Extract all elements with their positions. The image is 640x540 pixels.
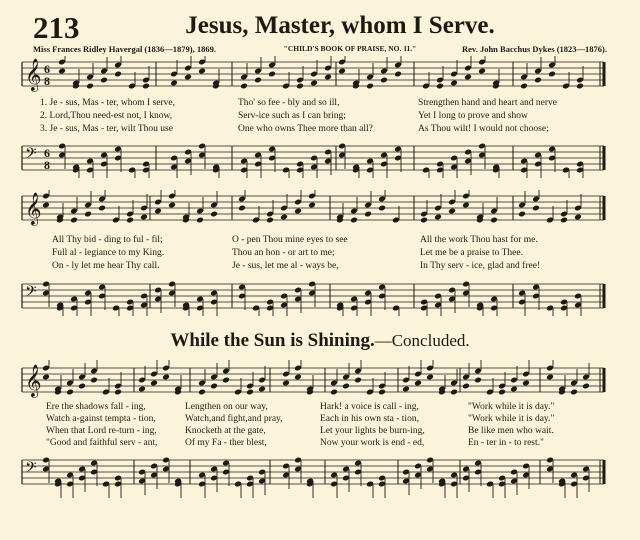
note-head (162, 374, 170, 381)
continuation-title: While the Sun is Shining.—Concluded. (170, 330, 470, 351)
author-credit: Miss Frances Ridley Havergal (1836—1879), 1869. (33, 44, 216, 54)
note-head (414, 380, 422, 387)
treble-clef: 𝄞 (25, 364, 42, 397)
note-head (582, 383, 590, 390)
note-head (78, 383, 86, 390)
note-head (520, 83, 528, 90)
note-head (522, 380, 530, 387)
note-head (198, 389, 206, 396)
system2-treble-staff (0, 190, 640, 230)
note-head (114, 71, 122, 78)
time-signature-bottom: 8 (44, 158, 50, 172)
time-signature-top: 6 (44, 62, 50, 76)
treble-clef: 𝄞 (25, 192, 42, 225)
note-head (498, 389, 506, 396)
note-head (100, 77, 108, 84)
note-head (266, 217, 274, 224)
note-head (138, 386, 146, 393)
note-head (294, 208, 302, 215)
note-head (198, 68, 206, 75)
note-head (462, 202, 470, 209)
hymn-title: Jesus, Master, whom I Serve. (185, 12, 495, 39)
note-head (240, 83, 248, 90)
note-head (532, 205, 540, 212)
note-head (168, 202, 176, 209)
note-head (560, 217, 568, 224)
note-head (58, 68, 66, 75)
note-head (548, 71, 556, 78)
note-head (474, 377, 482, 384)
hymn-number: 213 (33, 10, 80, 45)
note-head (342, 383, 350, 390)
source-credit: "CHILD'S BOOK OF PRAISE, NO. 11." (283, 44, 417, 53)
note-head (296, 83, 304, 90)
note-head (436, 83, 444, 90)
note-head (98, 205, 106, 212)
note-head (246, 389, 254, 396)
note-head (366, 83, 374, 90)
system1-bass-staff (0, 138, 640, 178)
note-head (222, 377, 230, 384)
note-head (42, 374, 50, 381)
system2-bass-staff (0, 276, 640, 316)
note-head (140, 214, 148, 221)
note-head (510, 386, 518, 393)
note-head (338, 68, 346, 75)
note-head (42, 202, 50, 209)
note-head (114, 389, 122, 396)
note-head (66, 389, 74, 396)
treble-clef: 𝄞 (25, 58, 42, 91)
bass-clef: 𝄢 (25, 145, 37, 166)
note-head (324, 74, 332, 81)
note-head (70, 217, 78, 224)
note-head (450, 80, 458, 87)
note-head (378, 389, 386, 396)
note-head (170, 80, 178, 87)
note-head (478, 68, 486, 75)
note-head (518, 211, 526, 218)
note-head (310, 80, 318, 87)
note-head (238, 205, 246, 212)
note-head (126, 217, 134, 224)
note-head (254, 77, 262, 84)
note-head (574, 214, 582, 221)
note-head (490, 217, 498, 224)
composer-credit: Rev. John Bacchus Dykes (1823—1876). (462, 44, 607, 54)
note-head (426, 374, 434, 381)
note-head (150, 380, 158, 387)
bass-clef: 𝄢 (25, 283, 37, 304)
note-head (84, 211, 92, 218)
note-head (184, 74, 192, 81)
note-head (308, 202, 316, 209)
note-head (402, 386, 410, 393)
note-head (196, 217, 204, 224)
note-head (280, 214, 288, 221)
time-signature-bottom: 8 (44, 74, 50, 88)
note-head (86, 83, 94, 90)
time-signature-top: 6 (44, 146, 50, 160)
note-head (210, 211, 218, 218)
note-head (448, 208, 456, 215)
note-head (350, 217, 358, 224)
note-head (330, 389, 338, 396)
note-head (154, 208, 162, 215)
note-head (210, 383, 218, 390)
note-head (420, 217, 428, 224)
note-head (380, 77, 388, 84)
note-head (434, 214, 442, 221)
note-head (90, 377, 98, 384)
note-head (378, 205, 386, 212)
bass-clef: 𝄢 (25, 459, 37, 480)
note-head (354, 377, 362, 384)
system3-bass-staff (0, 452, 640, 500)
note-head (450, 389, 458, 396)
note-head (294, 374, 302, 381)
note-head (142, 83, 150, 90)
note-head (576, 83, 584, 90)
note-head (462, 383, 470, 390)
note-head (258, 386, 266, 393)
note-head (546, 374, 554, 381)
note-head (464, 74, 472, 81)
system1-treble-staff (0, 56, 640, 96)
note-head (570, 389, 578, 396)
note-head (282, 380, 290, 387)
system3-treble-staff (0, 360, 640, 400)
note-head (394, 71, 402, 78)
note-head (534, 77, 542, 84)
note-head (268, 71, 276, 78)
note-head (364, 211, 372, 218)
